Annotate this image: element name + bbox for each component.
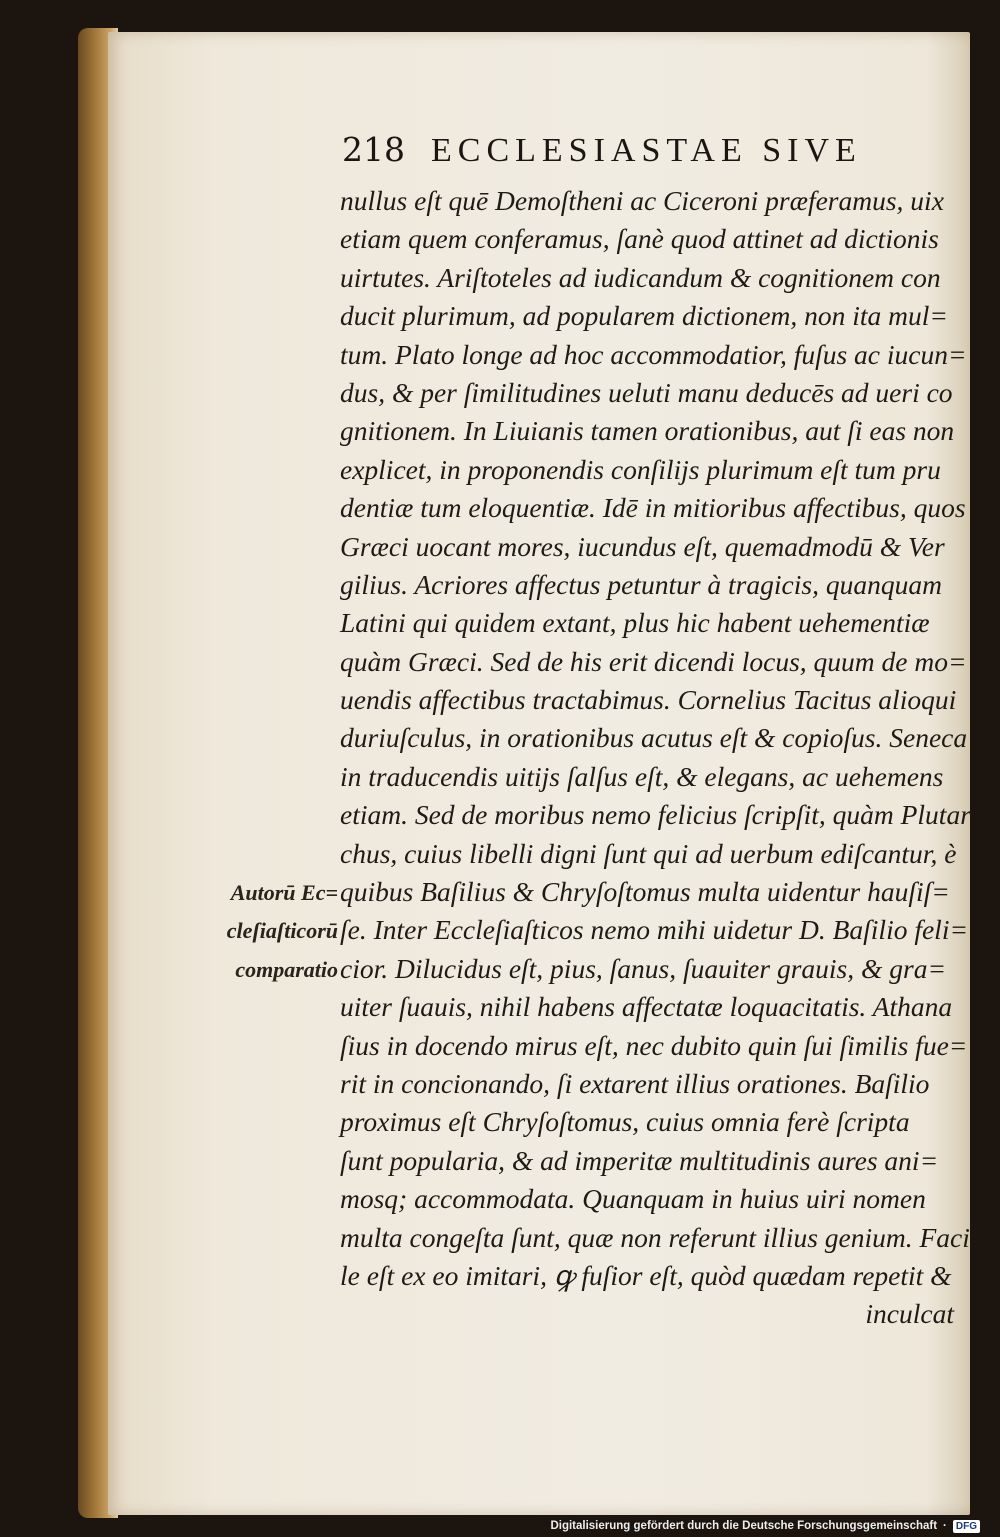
text-line: ducit plurimum, ad popularem dictionem, non ita mul=	[340, 300, 948, 332]
main-text	[340, 182, 971, 1334]
marginal-note-line: cleſiaſticorū	[226, 918, 338, 944]
marginal-note-line: comparatio	[235, 956, 338, 982]
text-line: cior. Dilucidus eſt, pius, ſanus, ſuauiter grauis, & gra=	[340, 952, 947, 984]
marginal-note-line: Autorū Ec=	[230, 880, 338, 905]
text-line: in traducendis uitijs ſalſus eſt, & elegans, ac uehemens	[340, 760, 944, 792]
text-line: gnitionem. In Liuianis tamen orationibus, aut ſi eas non	[340, 415, 955, 447]
text-line: uendis affectibus tractabimus. Cornelius Tacitus alioqui	[340, 684, 957, 716]
text-line: dentiæ tum eloquentiæ. Idē in mitioribus affectibus, quos	[340, 492, 966, 524]
text-line: dus, & per ſimilitudines ueluti manu deducēs ad ueri co	[340, 376, 953, 408]
text-line: gilius. Acriores affectus petuntur à tragicis, quanquam	[340, 568, 942, 600]
text-line: duriuſculus, in orationibus acutus eſt & copioſus. Seneca	[340, 722, 968, 754]
text-line: Latini qui quidem extant, plus hic habent uehementiæ	[340, 607, 930, 639]
text-line: multa congeſta ſunt, quæ non referunt illius genium. Faci	[340, 1221, 970, 1253]
text-line: etiam quem conferamus, ſanè quod attinet ad dictionis	[340, 223, 939, 255]
text-line: proximus eſt Chryſoſtomus, cuius omnia ferè ſcripta	[340, 1106, 910, 1138]
page-number: 218	[342, 130, 405, 169]
text-line: ſe. Inter Eccleſiaſticos nemo mihi uidetur D. Baſilio feli=	[340, 914, 969, 946]
text-line: quàm Græci. Sed de his erit dicendi locus, quum de mo=	[340, 645, 967, 677]
catchword: inculcat	[865, 1298, 954, 1330]
running-head: ECCLESIASTAE SIVE	[431, 132, 862, 169]
text-line: chus, cuius libelli digni ſunt qui ad uerbum ediſcantur, è	[340, 837, 957, 869]
text-line: Græci uocant mores, iucundus eſt, quemadmodū & Ver	[340, 530, 945, 562]
marginal-note	[178, 874, 338, 989]
text-line: ſius in docendo mirus eſt, nec dubito quin ſui ſimilis fue=	[340, 1029, 968, 1061]
funding-credit: Digitalisierung gefördert durch die Deutsche Forschungsgemeinschaft	[550, 1520, 938, 1532]
text-line: quibus Baſilius & Chryſoſtomus multa uidentur hauſiſ=	[340, 876, 950, 908]
text-line: explicet, in proponendis conſilijs plurimum eſt tum pru	[340, 453, 941, 485]
text-line: tum. Plato longe ad hoc accommodatior, fuſus ac iucun=	[340, 338, 967, 370]
text-line: ſunt popularia, & ad imperitæ multitudinis aures ani=	[340, 1144, 939, 1176]
dfg-logo: DFG	[953, 1520, 980, 1533]
text-line: nullus eſt quē Demoſtheni ac Ciceroni præferamus, uix	[340, 185, 944, 216]
text-line: rit in concionando, ſi extarent illius orationes. Baſilio	[340, 1067, 930, 1099]
digitization-footer	[550, 1516, 980, 1536]
text-line: le eſt ex eo imitari, ꝙ fuſior eſt, quòd quædam repetit &	[340, 1259, 952, 1291]
footer-separator: ·	[943, 1520, 947, 1532]
page-header	[342, 130, 932, 180]
text-line: uiter ſuauis, nihil habens affectatæ loquacitatis. Athana	[340, 991, 953, 1023]
text-line: mosq; accommodata. Quanquam in huius uiri nomen	[340, 1183, 926, 1215]
text-line: uirtutes. Ariſtoteles ad iudicandum & cognitionem con	[340, 261, 941, 293]
text-line: etiam. Sed de moribus nemo felicius ſcripſit, quàm Plutar	[340, 799, 971, 831]
